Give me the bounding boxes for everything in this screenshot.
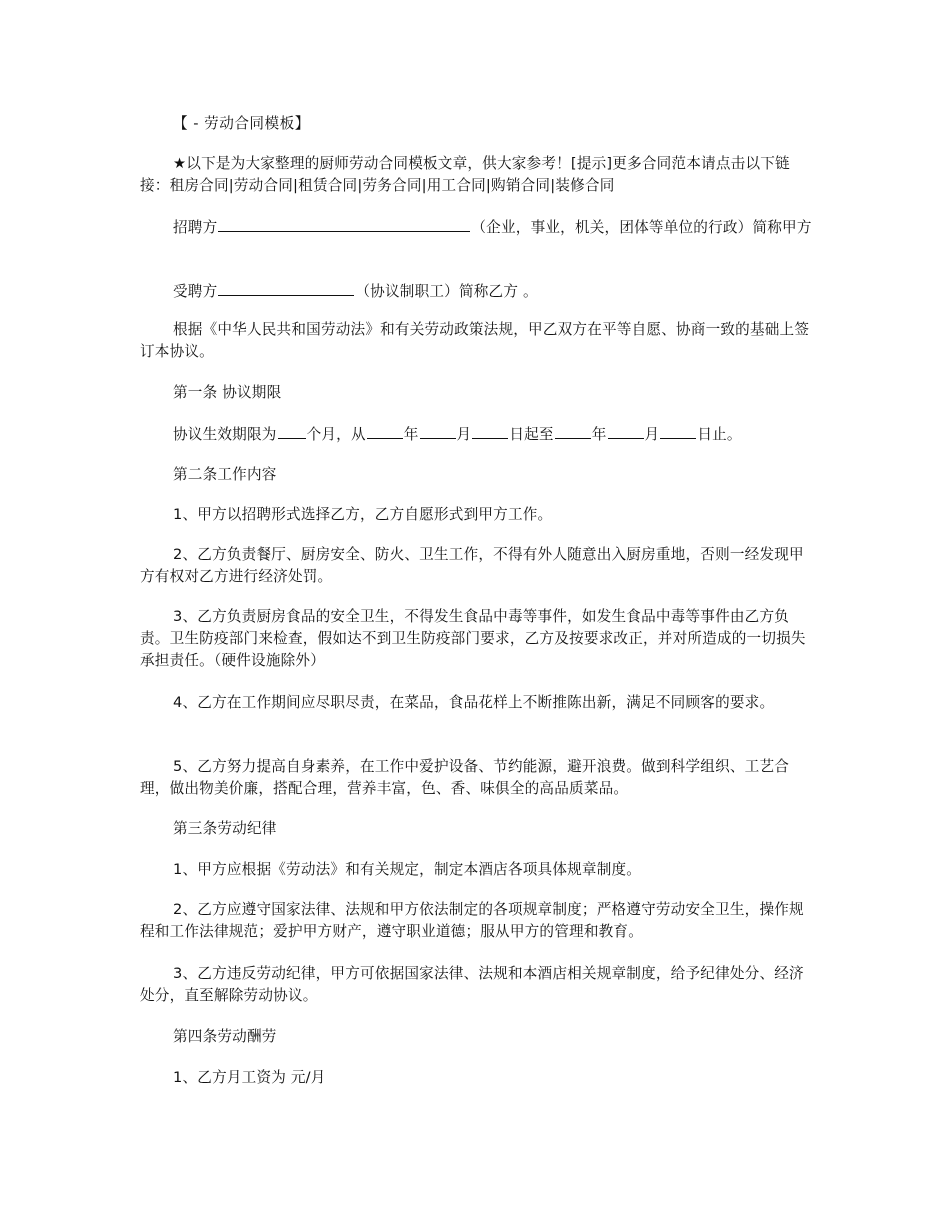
employer-blank: [218, 216, 470, 232]
term-line: [140, 423, 812, 446]
term-text-3: 年: [403, 426, 419, 443]
employer-label: 招聘方: [173, 219, 218, 236]
article3-item-3: 3、乙方违反劳动纪律，甲方可依据国家法律、法规和本酒店相关规章制度，给予纪律处分、经济处分，直至解除劳动协议。: [140, 965, 804, 1004]
term-text-1: 协议生效期限为: [173, 426, 277, 443]
term-text-2: 个月，从: [306, 426, 366, 443]
end-year-blank: [555, 423, 591, 439]
term-text-5: 日起至: [509, 426, 554, 443]
basis-paragraph: 根据《中华人民共和国劳动法》和有关劳动政策法规，甲乙双方在平等自愿、协商一致的基础上签订本协议。: [140, 321, 810, 360]
intro-paragraph: ★以下是为大家整理的厨师劳动合同模板文章，供大家参考！[提示]更多合同范本请点击以下链接：租房合同|劳动合同|租赁合同|劳务合同|用工合同|购销合同|装修合同: [140, 155, 790, 194]
employer-suffix: （企业，事业，机关，团体等单位的行政）简称甲方: [471, 219, 812, 236]
start-day-blank: [472, 423, 508, 439]
article2-item-3: 3、乙方负责厨房食品的安全卫生，不得发生食品中毒等事件，如发生食品中毒等事件由乙方负责。卫生防疫部门来检查，假如达不到卫生防疫部门要求，乙方及按要求改正，并对所造成的一切损失承担责任。（硬件设施除外）: [140, 608, 806, 669]
article3-item-2: 2、乙方应遵守国家法律、法规和甲方依法制定的各项规章制度；严格遵守劳动安全卫生，操作规程和工作法律规范；爱护甲方财产，遵守职业道德；服从甲方的管理和教育。: [140, 901, 804, 940]
article3-heading: 第三条劳动纪律: [173, 820, 277, 837]
article2-item-2: 2、乙方负责餐厅、厨房安全、防火、卫生工作，不得有外人随意出入厨房重地，否则一经发现甲方有权对乙方进行经济处罚。: [140, 546, 804, 585]
article2-heading: 第二条工作内容: [173, 466, 277, 483]
term-text-7: 月: [644, 426, 660, 443]
end-month-blank: [608, 423, 644, 439]
article2-item-1: 1、甲方以招聘形式选择乙方，乙方自愿形式到甲方工作。: [173, 506, 553, 523]
employee-line: [140, 280, 812, 303]
article2-item-4: 4、乙方在工作期间应尽职尽责，在菜品，食品花样上不断推陈出新，满足不同顾客的要求。: [173, 694, 775, 711]
start-month-blank: [420, 423, 456, 439]
months-blank: [278, 423, 306, 439]
article4-item-1: 1、乙方月工资为 元/月: [173, 1069, 326, 1086]
start-year-blank: [367, 423, 403, 439]
employee-label: 受聘方: [173, 283, 218, 300]
term-text-4: 月: [456, 426, 472, 443]
term-text-6: 年: [591, 426, 607, 443]
article2-item-5: 5、乙方努力提高自身素养，在工作中爱护设备、节约能源，避开浪费。做到科学组织、工艺合理，做出物美价廉，搭配合理，营养丰富，色、香、味俱全的高品质菜品。: [140, 758, 790, 797]
article1-heading: 第一条 协议期限: [173, 384, 282, 401]
employee-suffix: （协议制职工）简称乙方 。: [355, 283, 538, 300]
employer-line: [140, 216, 812, 239]
end-day-blank: [660, 423, 696, 439]
article4-heading: 第四条劳动酬劳: [173, 1028, 277, 1045]
employee-blank: [218, 280, 354, 296]
document-title: 【 - 劳动合同模板】: [173, 115, 310, 132]
article3-item-1: 1、甲方应根据《劳动法》和有关规定，制定本酒店各项具体规章制度。: [173, 861, 642, 878]
term-text-8: 日止。: [697, 426, 742, 443]
